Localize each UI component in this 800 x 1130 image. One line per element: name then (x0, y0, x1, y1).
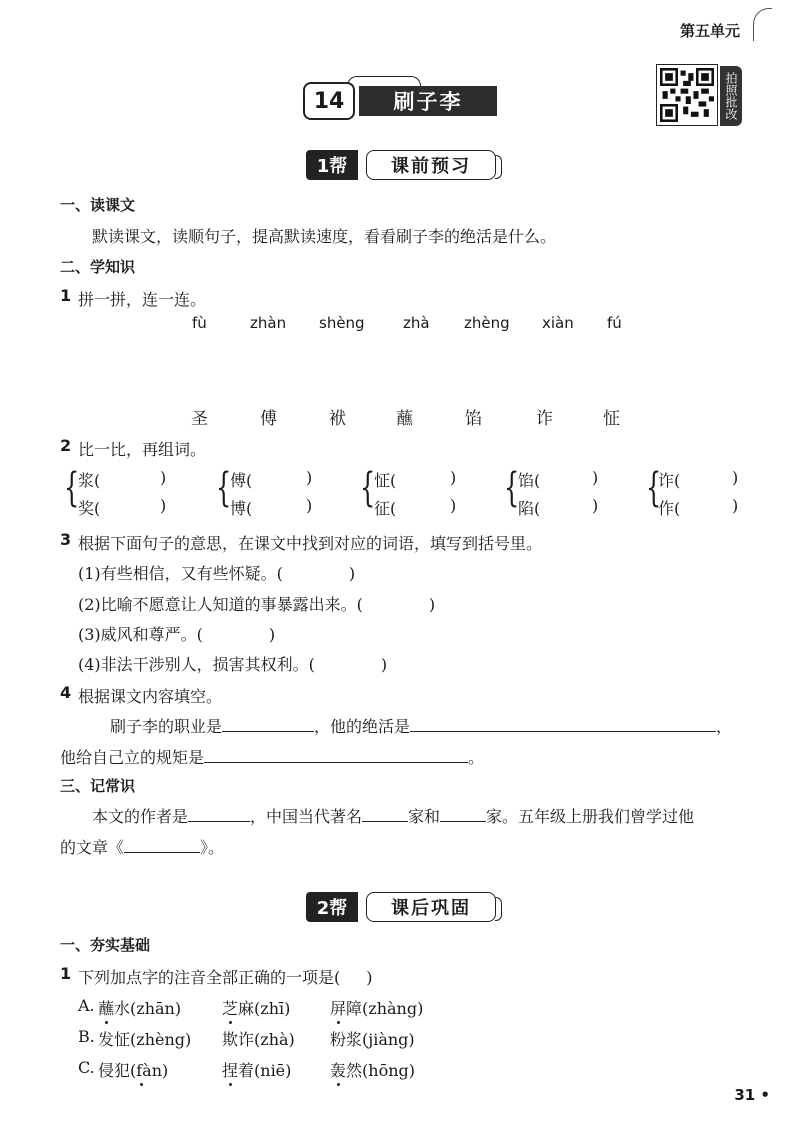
char-item: 圣 (191, 409, 208, 429)
char-item: 怔 (603, 409, 620, 429)
qr-label: 拍照批改 (720, 66, 742, 126)
pair-top: 馅( (518, 471, 541, 490)
pair-top: 傅( (230, 471, 253, 490)
question-number: 2 (60, 436, 72, 455)
common-line-1: 本文的作者是 ，中国当代著名 家和 家。五年级上册我们曾学过他 (92, 807, 695, 826)
definition-item: (3)威风和尊严。( ) (78, 625, 276, 644)
pair-bottom: 陷( (518, 499, 541, 518)
pair-bottom: 博( (230, 499, 253, 518)
section-tag: 1帮 (306, 150, 358, 180)
char-item: 袱 (329, 409, 346, 429)
answer-blank[interactable] (204, 746, 468, 763)
question-number: 4 (60, 683, 72, 702)
question-text: 根据课文内容填空。 (78, 687, 223, 706)
brace-icon: { (360, 465, 376, 511)
section-tag: 2帮 (306, 892, 358, 922)
common-line-2: 的文章《 》。 (60, 838, 225, 857)
corner-decoration (753, 8, 772, 41)
option-row-b[interactable]: B. 发怔(zhèng) 欺诈(zhà) 粉浆(jiàng) (78, 1027, 415, 1049)
question-number: 1 (60, 286, 72, 305)
answer-blank[interactable] (440, 805, 486, 822)
definition-item: (1)有些相信，又有些怀疑。( ) (78, 564, 356, 583)
heading-learn: 二、学知识 (60, 258, 136, 276)
brace-icon: { (646, 465, 662, 511)
answer-blank[interactable] (124, 836, 200, 853)
question-text: 下列加点字的注音全部正确的一项是( ) (78, 968, 373, 987)
heading-common: 三、记常识 (60, 777, 136, 795)
char-item: 蘸 (396, 409, 413, 429)
pair-close: ) (160, 468, 167, 487)
section-label: 课后巩固 (366, 892, 496, 922)
fill-line-1: 刷子李的职业是 ，他的绝活是 ， (110, 717, 733, 736)
answer-blank[interactable] (362, 805, 408, 822)
page-number: 31 • (734, 1086, 770, 1104)
lesson-title-block (303, 78, 501, 120)
option-row-a[interactable]: A. 蘸水(zhān) 芝麻(zhī) 屏障(zhàng) (78, 996, 424, 1018)
pair-close: ) (732, 496, 739, 515)
brace-icon: { (216, 465, 232, 511)
char-item: 馅 (465, 409, 482, 429)
qr-code-icon[interactable] (656, 64, 718, 126)
question-text: 根据下面句子的意思，在课文中找到对应的词语，填写到括号里。 (78, 534, 543, 553)
option-row-c[interactable]: C. 侵犯(fàn) 捏着(niē) 轰然(hōng) (78, 1058, 415, 1080)
answer-blank[interactable] (222, 715, 314, 732)
pair-close: ) (732, 468, 739, 487)
pair-close: ) (160, 496, 167, 515)
pair-close: ) (592, 468, 599, 487)
pair-top: 诈( (658, 471, 681, 490)
section-header-1 (306, 150, 502, 180)
char-item: 傅 (260, 409, 277, 429)
compare-pair (64, 466, 184, 520)
lesson-number: 14 (303, 82, 355, 120)
lesson-title: 刷子李 (359, 86, 497, 116)
section-label: 课前预习 (366, 150, 496, 180)
char-item: 诈 (536, 409, 553, 429)
fill-line-2: 他给自己立的规矩是 。 (60, 748, 485, 767)
pinyin-item: zhèng (464, 314, 510, 332)
pair-close: ) (450, 496, 457, 515)
pair-close: ) (306, 496, 313, 515)
pair-close: ) (306, 468, 313, 487)
answer-blank[interactable] (410, 715, 716, 732)
pair-close: ) (592, 496, 599, 515)
heading-basics: 一、夯实基础 (60, 936, 151, 954)
pair-close: ) (450, 468, 457, 487)
pair-top: 浆( (78, 471, 101, 490)
compare-pair (216, 466, 336, 520)
definition-item: (2)比喻不愿意让人知道的事暴露出来。( ) (78, 595, 436, 614)
heading-read: 一、读课文 (60, 196, 136, 214)
brace-icon: { (64, 465, 80, 511)
answer-blank[interactable] (188, 805, 250, 822)
brace-icon: { (504, 465, 520, 511)
unit-label: 第五单元 (679, 22, 740, 40)
read-instruction: 默读课文，读顺句子，提高默读速度，看看刷子李的绝活是什么。 (92, 227, 557, 246)
definition-item: (4)非法干涉别人，损害其权利。( ) (78, 655, 388, 674)
pinyin-item: shèng (319, 314, 365, 332)
question-text: 拼一拼，连一连。 (78, 290, 207, 309)
question-number: 3 (60, 530, 72, 549)
pair-bottom: 奖( (78, 499, 101, 518)
pair-bottom: 作( (658, 499, 681, 518)
pinyin-item: zhàn (250, 314, 287, 332)
pinyin-item: xiàn (542, 314, 574, 332)
question-text: 比一比，再组词。 (78, 440, 207, 459)
pinyin-item: fù (192, 314, 207, 332)
compare-pair (504, 466, 624, 520)
compare-pair (646, 466, 746, 520)
pair-top: 怔( (374, 471, 397, 490)
pinyin-item: fú (607, 314, 622, 332)
compare-pair (360, 466, 480, 520)
pinyin-item: zhà (403, 314, 430, 332)
question-number: 1 (60, 964, 72, 983)
pair-bottom: 征( (374, 499, 397, 518)
